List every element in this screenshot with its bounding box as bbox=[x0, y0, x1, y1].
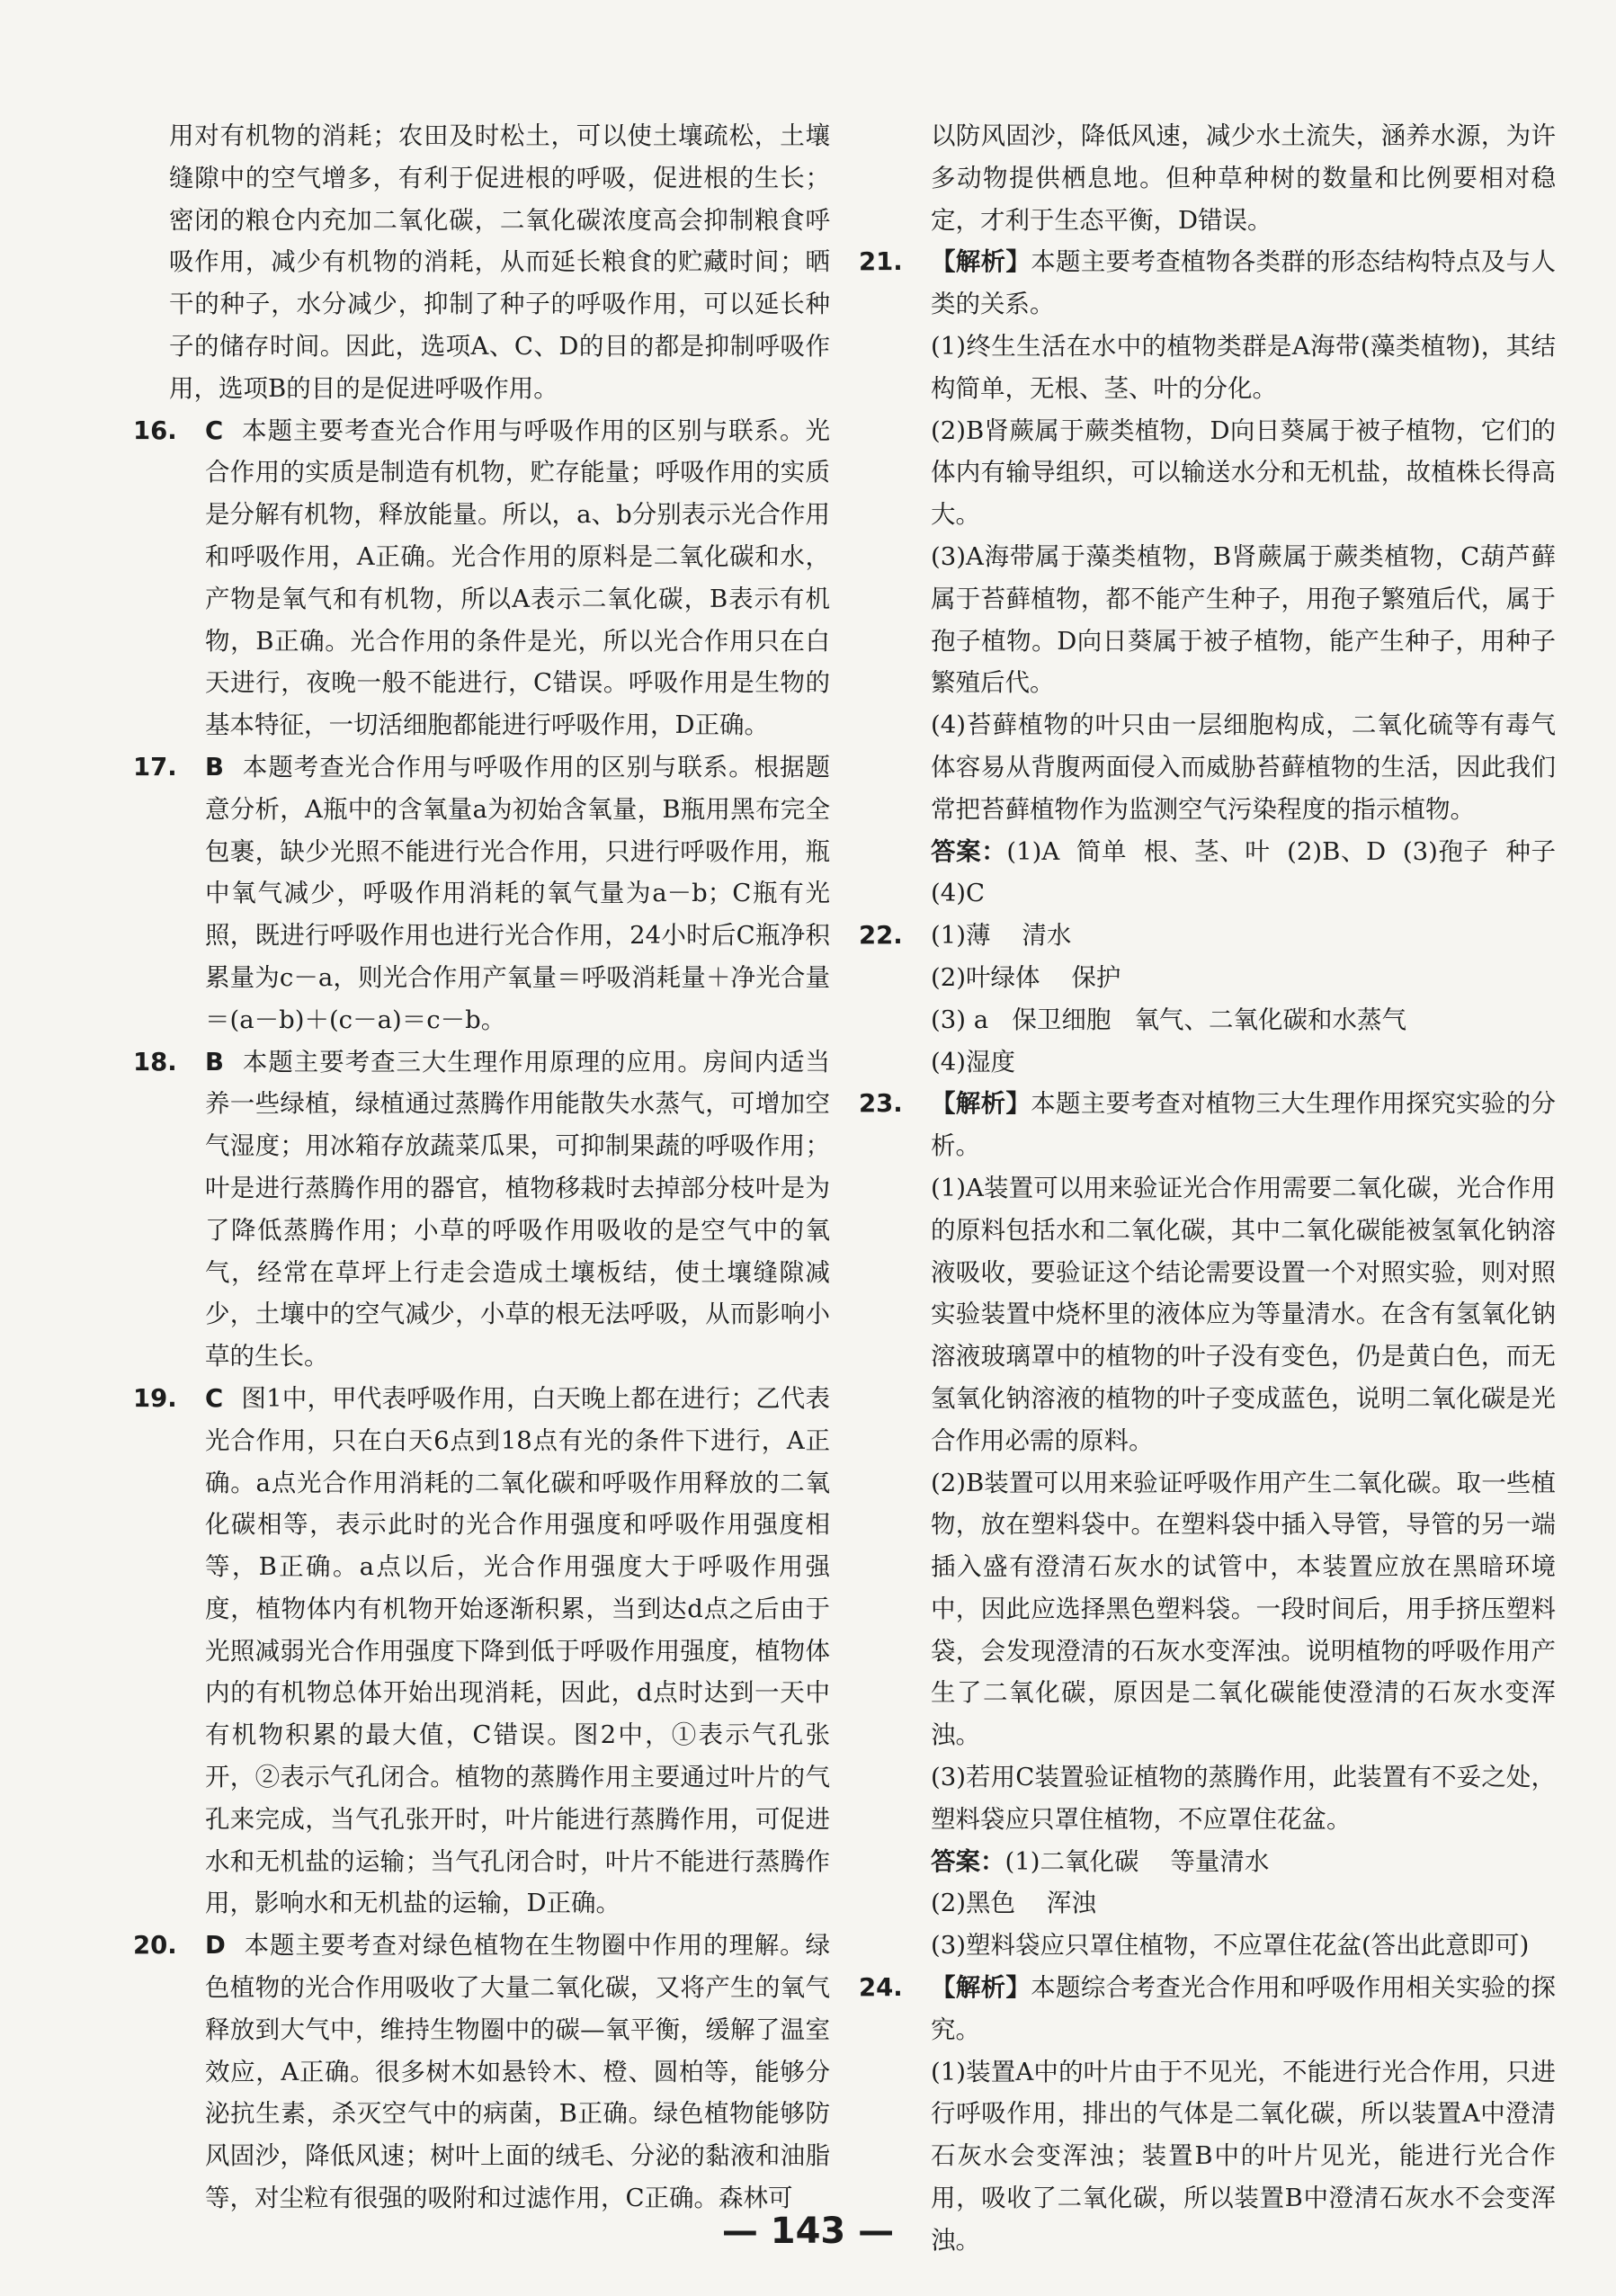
paragraph: (3)A海带属于藻类植物，B肾蕨属于蕨类植物，C葫芦藓属于苔藓植物，都不能产生种子，用孢子繁殖后代，属于孢子植物。D向日葵属于被子植物，能产生种子，用种子繁殖后代。 bbox=[931, 541, 1556, 698]
answer-line: (3) a 保卫细胞 氧气、二氧化碳和水蒸气 bbox=[931, 1005, 1407, 1034]
answer-line: (2)黑色 浑浊 bbox=[931, 1889, 1096, 1918]
question-number: 17. bbox=[133, 752, 177, 782]
question-number: 21. bbox=[859, 247, 903, 277]
answer-19 bbox=[133, 1378, 830, 1925]
paragraph: (4)苔藓植物的叶只由一层细胞构成，二氧化硫等有毒气体容易从背腹两面侵入而威胁苔藓植物的生活，因此我们常把苔藓植物作为监测空气污染程度的指示植物。 bbox=[931, 710, 1556, 824]
answer-20 bbox=[133, 1925, 830, 2220]
answer-letter: B bbox=[205, 1047, 224, 1077]
answer-label: 答案： bbox=[931, 836, 1007, 866]
q15-continuation: 用对有机物的消耗；农田及时松土，可以使土壤疏松，土壤缝隙中的空气增多，有利于促进根的呼吸，促进根的生长；密闭的粮仓内充加二氧化碳，二氧化碳浓度高会抑制粮食呼吸作用，减少有机物的消耗，从而延长粮食的贮藏时间；晒干的种子，水分减少，抑制了种子的呼吸作用，可以延长种子的储存时间。因此，选项A、C、D的目的都是抑制呼吸作用，选项B的目的是促进呼吸作用。 bbox=[169, 121, 830, 403]
question-number: 22. bbox=[859, 921, 903, 951]
answer-letter: C bbox=[205, 415, 224, 445]
answer-line: (4)湿度 bbox=[931, 1047, 1015, 1077]
answer-line: (1)薄 清水 bbox=[931, 921, 1072, 951]
answer-letter: B bbox=[205, 752, 224, 782]
paragraph: (3)若用C装置验证植物的蒸腾作用，此装置有不妥之处，塑料袋应只罩住植物，不应罩住花盆。 bbox=[931, 1763, 1556, 1834]
question-number: 19. bbox=[133, 1383, 177, 1413]
left-column bbox=[133, 115, 830, 2220]
paragraph: (1)A装置可以用来验证光合作用需要二氧化碳，光合作用的原料包括水和二氧化碳，其中二氧化碳能被氢氧化钠溶液吸收，要验证这个结论需要设置一个对照实验，则对照实验装置中烧杯里的液体应为等量清水。在含有氢氧化钠溶液玻璃罩中的植物的叶子没有变色，仍是黄白色，而无氢氧化钠溶液的植物的叶子变成蓝色，说明二氧化碳是光合作用必需的原料。 bbox=[931, 1173, 1556, 1455]
answer-22 bbox=[859, 915, 1556, 1083]
page-number: — 143 — bbox=[721, 2211, 895, 2252]
paragraph: (1)终生生活在水中的植物类群是A海带(藻类植物)，其结构简单，无根、茎、叶的分化。 bbox=[931, 331, 1556, 403]
paragraph: (1)装置A中的叶片由于不见光，不能进行光合作用，只进行呼吸作用，排出的气体是二氧化碳，所以装置A中澄清石灰水会变浑浊；装置B中的叶片见光，能进行光合作用，吸收了二氧化碳，所以装置B中澄清石灰水不会变浑浊。 bbox=[931, 2057, 1556, 2255]
question-number: 24. bbox=[859, 1973, 903, 2003]
explanation-text: 本题主要考查三大生理作用原理的应用。房间内适当养一些绿植，绿植通过蒸腾作用能散失水蒸气，可增加空气湿度；用冰箱存放蔬菜瓜果，可抑制果蔬的呼吸作用；叶是进行蒸腾作用的器官，植物移栽时去掉部分枝叶是为了降低蒸腾作用；小草的呼吸作用吸收的是空气中的氧气，经常在草坪上行走会造成土壤板结，使土壤缝隙减少，土壤中的空气减少，小草的根无法呼吸，从而影响小草的生长。 bbox=[205, 1047, 830, 1371]
question-number: 20. bbox=[133, 1931, 177, 1961]
explanation-text: 本题主要考查光合作用与呼吸作用的区别与联系。光合作用的实质是制造有机物，贮存能量；呼吸作用的实质是分解有机物，释放能量。所以，a、b分别表示光合作用和呼吸作用，A正确。光合作用的原料是二氧化碳和水，产物是氧气和有机物，所以A表示二氧化碳，B表示有机物，B正确。光合作用的条件是光，所以光合作用只在白天进行，夜晚一般不能进行，C错误。呼吸作用是生物的基本特征，一切活细胞都能进行呼吸作用，D正确。 bbox=[205, 415, 830, 740]
answer-line: (3)塑料袋应只罩住植物，不应罩住花盆(答出此意即可) bbox=[931, 1931, 1530, 1961]
answer-23 bbox=[859, 1083, 1556, 1967]
right-column bbox=[859, 115, 1572, 2262]
explanation-text: 图1中，甲代表呼吸作用，白天晚上都在进行；乙代表光合作用，只在白天6点到18点有光的条件下进行，A正确。a点光合作用消耗的二氧化碳和呼吸作用释放的二氧化碳相等，表示此时的光合作用强度和呼吸作用强度相等，B正确。a点以后，光合作用强度大于呼吸作用强度，植物体内有机物开始逐渐积累，当到达d点之后由于光照减弱光合作用强度下降到低于呼吸作用强度，植物体内的有机物总体开始出现消耗，因此，d点时达到一天中有机物积累的最大值，C错误。图2中，①表示气孔张开，②表示气孔闭合。植物的蒸腾作用主要通过叶片的气孔来完成，当气孔张开时，叶片能进行蒸腾作用，可促进水和无机盐的运输；当气孔闭合时，叶片不能进行蒸腾作用，影响水和无机盐的运输，D正确。 bbox=[205, 1383, 830, 1918]
answer-letter: C bbox=[205, 1383, 224, 1413]
question-number: 16. bbox=[133, 415, 177, 445]
q20-continuation: 以防风固沙，降低风速，减少水土流失，涵养水源，为许多动物提供栖息地。但种草种树的数量和比例要相对稳定，才利于生态平衡，D错误。 bbox=[931, 121, 1556, 235]
answer-text: (1)A 简单 根、茎、叶 (2)B、D (3)孢子 种子 (4)C bbox=[931, 836, 1572, 908]
answer-label: 答案： bbox=[931, 1846, 1005, 1876]
answer-18 bbox=[133, 1041, 830, 1378]
intro-text: 本题综合考查光合作用和呼吸作用相关实验的探究。 bbox=[931, 1973, 1556, 2044]
answer-line: (2)叶绿体 保护 bbox=[931, 962, 1121, 992]
question-number: 23. bbox=[859, 1089, 903, 1119]
answer-letter: D bbox=[205, 1931, 226, 1961]
answer-21 bbox=[859, 241, 1572, 915]
answer-17 bbox=[133, 746, 830, 1041]
question-number: 18. bbox=[133, 1047, 177, 1077]
analysis-tag: 【解析】 bbox=[931, 1089, 1031, 1119]
paragraph: (2)B装置可以用来验证呼吸作用产生二氧化碳。取一些植物，放在塑料袋中。在塑料袋中插入导管，导管的另一端插入盛有澄清石灰水的试管中，本装置应放在黑暗环境中，因此应选择黑色塑料袋。一段时间后，用手挤压塑料袋，会发现澄清的石灰水变浑浊。说明植物的呼吸作用产生了二氧化碳，原因是二氧化碳能使澄清的石灰水变浑浊。 bbox=[931, 1468, 1556, 1750]
analysis-tag: 【解析】 bbox=[931, 247, 1031, 277]
intro-text: 本题主要考查对植物三大生理作用探究实验的分析。 bbox=[931, 1089, 1556, 1161]
answer-16 bbox=[133, 410, 830, 746]
answer-text: (1)二氧化碳 等量清水 bbox=[1004, 1846, 1270, 1876]
intro-text: 本题主要考查植物各类群的形态结构特点及与人类的关系。 bbox=[931, 247, 1556, 319]
paragraph: (2)B肾蕨属于蕨类植物，D向日葵属于被子植物，它们的体内有输导组织，可以输送水分和无机盐，故植株长得高大。 bbox=[931, 415, 1556, 530]
explanation-text: 本题考查光合作用与呼吸作用的区别与联系。根据题意分析，A瓶中的含氧量a为初始含氧量，B瓶用黑布完全包裹，缺少光照不能进行光合作用，只进行呼吸作用，瓶中氧气减少，呼吸作用消耗的氧气量为a－b；C瓶有光照，既进行呼吸作用也进行光合作用，24小时后C瓶净积累量为c－a，则光合作用产氧量＝呼吸消耗量＋净光合量＝(a－b)＋(c－a)＝c－b。 bbox=[205, 752, 830, 1034]
analysis-tag: 【解析】 bbox=[931, 1973, 1031, 2003]
explanation-text: 本题主要考查对绿色植物在生物圈中作用的理解。绿色植物的光合作用吸收了大量二氧化碳，又将产生的氧气释放到大气中，维持生物圈中的碳—氧平衡，缓解了温室效应，A正确。很多树木如悬铃木、橙、圆柏等，能够分泌抗生素，杀灭空气中的病菌，B正确。绿色植物能够防风固沙，降低风速；树叶上面的绒毛、分泌的黏液和油脂等，对尘粒有很强的吸附和过滤作用，C正确。森林可 bbox=[205, 1931, 830, 2213]
